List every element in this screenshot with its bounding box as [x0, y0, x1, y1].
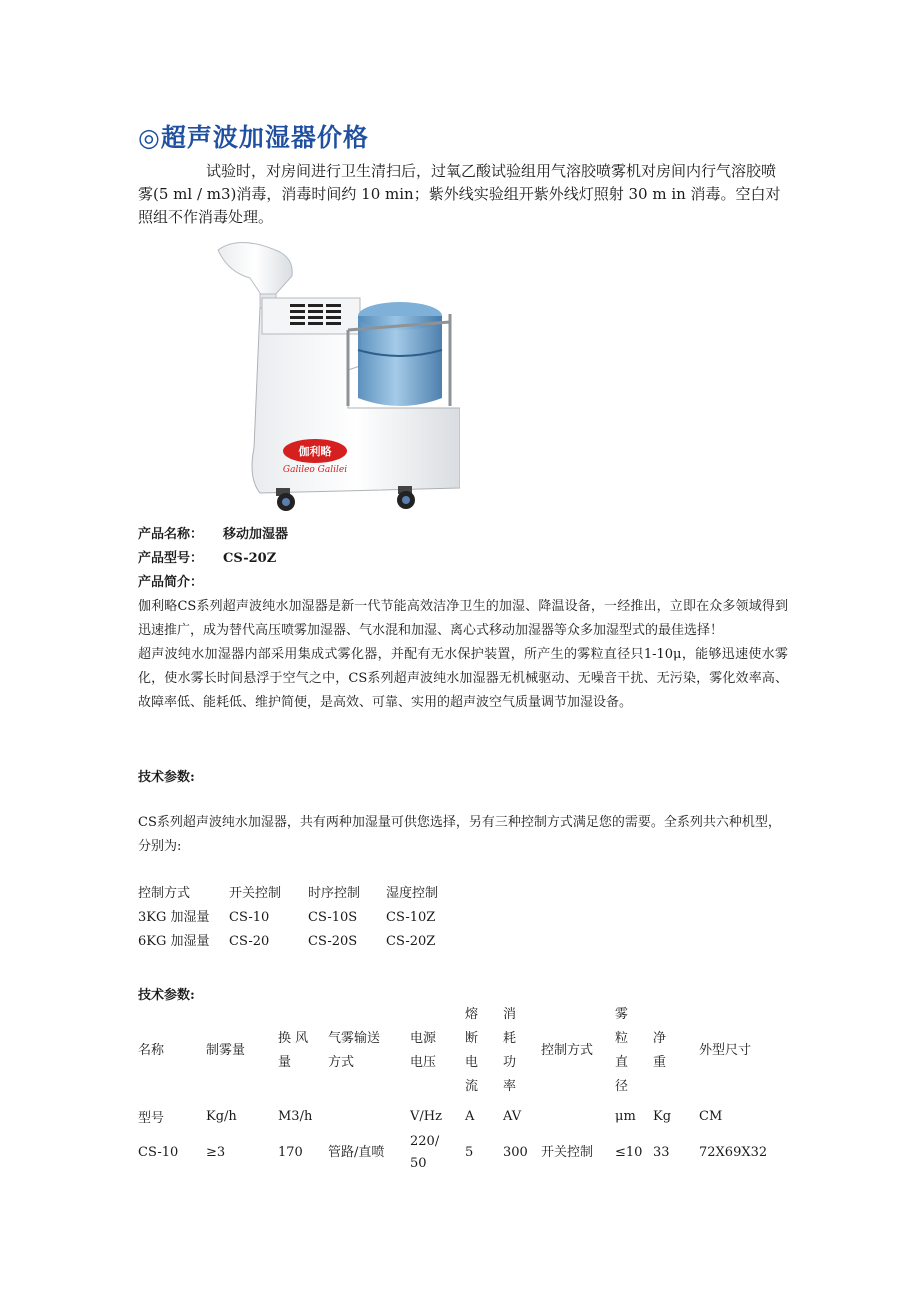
brand-logo-sub: Galileo Galilei: [282, 465, 348, 475]
spec-unit-cell: Kg: [653, 1108, 672, 1124]
spec-header-row: [138, 1000, 788, 1102]
control-cell: 开关控制: [229, 886, 282, 901]
spec-data-cell: 72X69X32: [699, 1145, 768, 1160]
spec-header-text: 消耗功率: [503, 1007, 517, 1094]
product-intro-label: 产品简介：: [138, 575, 204, 590]
spec-data-cell: 开关控制: [541, 1145, 594, 1160]
spec-data-cell: ≤10: [615, 1145, 643, 1160]
control-cell: 湿度控制: [386, 886, 439, 901]
control-mode-table: [138, 882, 466, 954]
spec-unit-cell: 型号: [138, 1110, 165, 1126]
control-cell: CS-10S: [308, 910, 358, 925]
spec-unit-cell: AV: [503, 1108, 522, 1124]
product-description-2: 超声波纯水加湿器内部采用集成式雾化器，并配有无水保护装置，所产生的雾粒直径只1-10μ，能够迅速使水雾化，使水雾长时间悬浮于空气之中，CS系列超声波纯水加湿器无机械驱动、无噪音干扰、无污染，雾化效率高、故障率低、能耗低、维护简便，是高效、可靠、实用的超声波空气质量调节加湿设备。: [138, 647, 788, 710]
product-name-value: 移动加湿器: [223, 527, 289, 542]
spec-data-cell: [410, 1130, 465, 1176]
spec-header-cell: 名称: [138, 1043, 165, 1058]
spec-header-cell: [328, 1000, 410, 1102]
spec-unit-cell: V/Hz: [410, 1108, 442, 1124]
product-name-label: 产品名称：: [138, 527, 204, 542]
spec-header-cell: [615, 1000, 653, 1102]
product-model-label: 产品型号：: [138, 551, 204, 566]
spec-unit-cell: M3/h: [278, 1108, 313, 1124]
spec-table: [138, 1000, 788, 1176]
page-title: ◎超声波加湿器价格: [138, 123, 369, 152]
spec-data-cell: 300: [503, 1145, 528, 1160]
spec-header-text: 熔断电流: [465, 1007, 479, 1094]
control-row: [138, 882, 466, 906]
spec-unit-cell: CM: [699, 1108, 723, 1124]
humidifier-product-image: [210, 238, 460, 520]
spec-header-text: 气雾输送方式: [328, 1031, 381, 1070]
spec-data-cell: 5: [465, 1145, 474, 1160]
product-info: [138, 523, 788, 715]
spec-header-text: 换 风量: [278, 1031, 309, 1070]
control-cell: 3KG 加湿量: [138, 910, 210, 925]
spec-data-cell: 33: [653, 1145, 670, 1160]
spec-header-text: 电源电压: [410, 1031, 437, 1070]
spec-data-cell: CS-10: [138, 1145, 179, 1160]
product-name-row: [138, 523, 788, 547]
spec-header-cell: [653, 1000, 699, 1102]
spec-header-text: 净重: [653, 1031, 667, 1070]
spec-data-row: [138, 1130, 788, 1176]
product-model-row: [138, 547, 788, 571]
control-cell: CS-10Z: [386, 910, 436, 925]
spec-data-cell: 管路/直喷: [328, 1145, 385, 1160]
tech-params-heading-1: 技术参数:: [138, 770, 195, 785]
spec-data-text: 220/50: [410, 1134, 440, 1171]
spec-data-cell: ≥3: [206, 1145, 226, 1160]
spec-header-cell: [503, 1000, 541, 1102]
tech-params-heading-2: 技术参数:: [138, 988, 195, 1003]
product-model-value: CS-20Z: [223, 551, 277, 566]
control-cell: CS-10: [229, 910, 270, 925]
spec-header-text: 雾粒直径: [615, 1007, 629, 1094]
control-cell: CS-20: [229, 934, 270, 949]
control-cell: CS-20S: [308, 934, 358, 949]
spec-unit-cell: A: [465, 1108, 475, 1124]
control-cell: 控制方式: [138, 886, 191, 901]
spec-unit-cell: Kg/h: [206, 1108, 237, 1124]
control-row: [138, 906, 466, 930]
spec-header-cell: [410, 1000, 465, 1102]
intro-paragraph: [138, 160, 788, 229]
control-cell: 时序控制: [308, 886, 361, 901]
spec-header-cell: 控制方式: [541, 1043, 594, 1058]
spec-unit-cell: [328, 1102, 410, 1130]
spec-unit-cell: [541, 1102, 615, 1130]
intro-text: 试验时，对房间进行卫生清扫后，过氧乙酸试验组用气溶胶喷雾机对房间内行气溶胶喷雾(5 ml / m3)消毒，消毒时间约 10 min；紫外线实验组开紫外线灯照射 30 m in 消毒。空白对照组不作消毒处理。: [138, 162, 781, 226]
spec-unit-row: [138, 1102, 788, 1130]
spec-header-cell: 外型尺寸: [699, 1043, 752, 1058]
control-cell: CS-20Z: [386, 934, 436, 949]
brand-logo-text: 伽利略: [298, 445, 332, 458]
spec-header-cell: [465, 1000, 503, 1102]
spec-data-cell: 170: [278, 1145, 303, 1160]
control-cell: 6KG 加湿量: [138, 934, 210, 949]
spec-header-cell: [278, 1000, 328, 1102]
spec-unit-cell: μm: [615, 1108, 636, 1124]
control-row: [138, 930, 466, 954]
product-description-1: 伽利略CS系列超声波纯水加湿器是新一代节能高效洁净卫生的加湿、降温设备，一经推出，立即在众多领域得到迅速推广，成为替代高压喷雾加湿器、气水混和加湿、离心式移动加湿器等众多加湿型式的最佳选择！: [138, 599, 788, 638]
spec-header-cell: 制雾量: [206, 1043, 246, 1058]
series-description: CS系列超声波纯水加湿器，共有两种加湿量可供您选择，另有三种控制方式满足您的需要。全系列共六种机型，分别为:: [138, 815, 781, 854]
